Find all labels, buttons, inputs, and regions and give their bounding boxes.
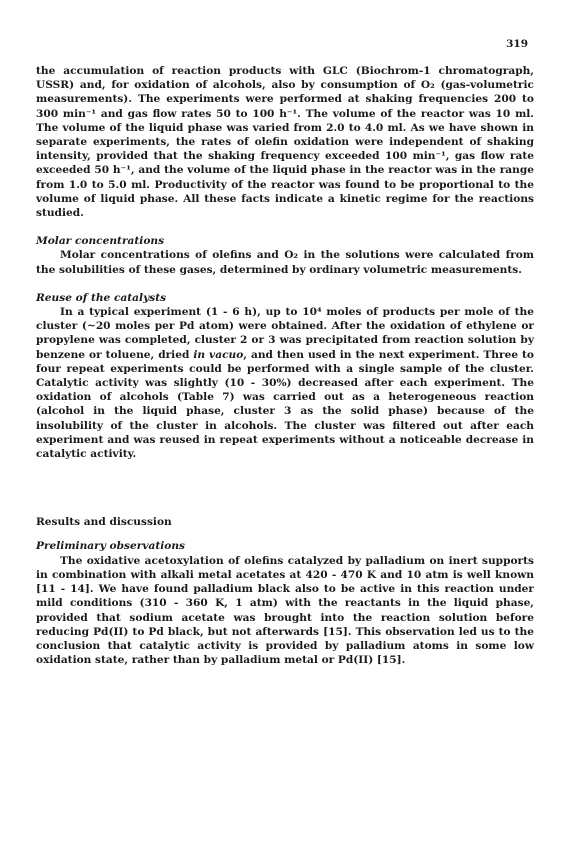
section-heading-preliminary-observations: Preliminary observations <box>36 540 185 553</box>
paragraph-reuse-text-a: In a typical experiment (1 - 6 h), up to 10⁴ moles of products per mole of the cluster (~20 moles per Pd atom) were obtained. After the oxidation of ethylene or propylene was completed, cluster 2 or 3 was precipitated from reaction solution by benzene or toluene, dried <box>36 306 534 361</box>
paragraph-preliminary-observations: The oxidative acetoxylation of olefins catalyzed by palladium on inert supports in combination with alkali metal acetates at 420 - 470 K and 10 atm is well known [11 - 14]. We have found palladium black also to be active in this reaction under mild conditions (310 - 360 K, 1 atm) with the reactants in the liquid phase, provided that sodium acetate was brought into the reaction solution before reducing Pd(II) to Pd black, but not afterwards [15]. This observation led us to the conclusion that catalytic activity is provided by palladium atoms in some low oxidation state, rather than by palladium metal or Pd(II) [15]. <box>36 554 534 667</box>
paragraph-reuse-text-b: , and then used in the next experiment. Three to four repeat experiments could be performed with a single sample of the cluster. Catalytic activity was slightly (10 - 30%) decreased after each experiment. The oxidation of alcohols (Table 7) was carried out as a heterogeneous reaction (alcohol in the liquid phase, cluster 3 as the solid phase) because of the insolubility of the cluster in alcohols. The cluster was filtered out after each experiment and was reused in repeat experiments without a noticeable decrease in catalytic activity. <box>36 348 534 461</box>
article-body <box>36 64 534 667</box>
section-heading-molar-concentrations: Molar concentrations <box>36 235 165 248</box>
section-heading-reuse-of-catalysts: Reuse of the catalysts <box>36 291 167 304</box>
paragraph-reuse-of-catalysts <box>36 305 534 461</box>
paragraph-reuse-italic: in vacuo <box>193 348 244 361</box>
section-heading-results-and-discussion: Results and discussion <box>36 516 172 529</box>
page-number: 319 <box>506 38 528 50</box>
paragraph-methods-continued: the accumulation of reaction products with GLC (Biochrom-1 chromatograph, USSR) and, for oxidation of alcohols, also by consumption of O₂ (gas-volumetric measurements). The experiments were performed at shaking frequencies 200 to 300 min⁻¹ and gas flow rates 50 to 100 h⁻¹. The volume of the reactor was 10 ml. The volume of the liquid phase was varied from 2.0 to 4.0 ml. As we have shown in separate experiments, the rates of olefin oxidation were independent of shaking intensity, provided that the shaking frequency exceeded 100 min⁻¹, gas flow rate exceeded 50 h⁻¹, and the volume of the liquid phase in the reactor was in the range from 1.0 to 5.0 ml. Productivity of the reactor was found to be proportional to the volume of liquid phase. All these facts indicate a kinetic regime for the reactions studied. <box>36 65 534 220</box>
paragraph-molar-concentrations: Molar concentrations of olefins and O₂ in the solutions were calculated from the solubilities of these gases, determined by ordinary volumetric measurements. <box>36 249 534 276</box>
